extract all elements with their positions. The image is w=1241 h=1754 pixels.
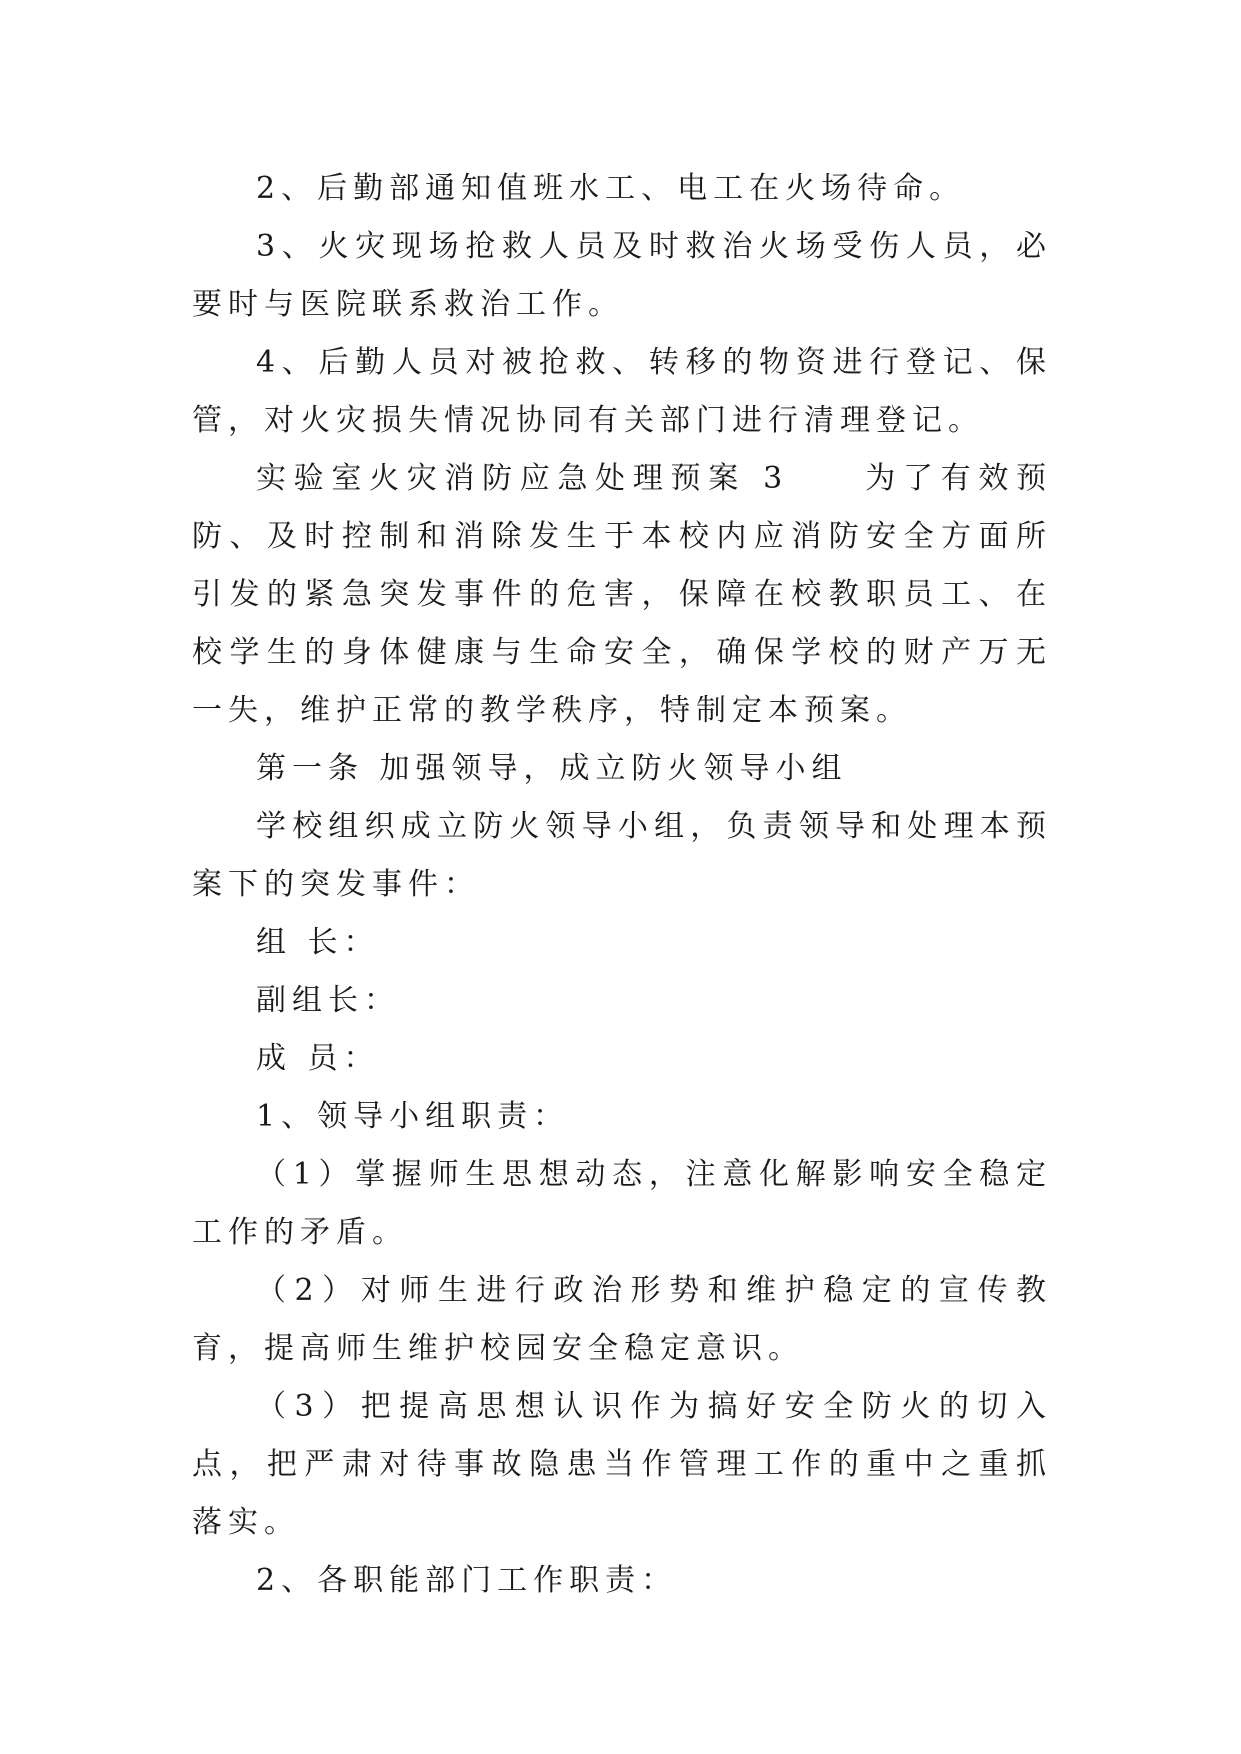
- paragraph-material-registration: 4、后勤人员对被抢救、转移的物资进行登记、保管，对火灾损失情况协同有关部门进行清理登记。: [192, 345, 1052, 438]
- paragraph-department-duties: 2、各职能部门工作职责：: [256, 1563, 678, 1598]
- paragraph-plan-3-intro: 实验室火灾消防应急处理预案 3 为了有效预防、及时控制和消除发生于本校内应消防安全方面所引发的紧急突发事件的危害，保障在校教职员工、在校学生的身体健康与生命安全，确保学校的财产万无一失，维护正常的教学秩序，特制定本预案。: [192, 461, 1052, 728]
- paragraph-article-1-heading: 第一条 加强领导，成立防火领导小组: [256, 751, 848, 786]
- paragraph-rescue-injured: 3、火灾现场抢救人员及时救治火场受伤人员，必要时与医院联系救治工作。: [192, 229, 1052, 322]
- paragraph-group-duties: 1、领导小组职责：: [256, 1099, 570, 1134]
- paragraph-duty-3: （3）把提高思想认识作为搞好安全防火的切入点，把严肃对待事故隐患当作管理工作的重中之重抓落实。: [192, 1389, 1052, 1540]
- paragraph-water-electric-standby: 2、后勤部通知值班水工、电工在火场待命。: [256, 171, 966, 206]
- document-body: [192, 160, 1052, 1610]
- paragraph-duty-2: （2）对师生进行政治形势和维护稳定的宣传教育，提高师生维护校园安全稳定意识。: [192, 1273, 1052, 1366]
- paragraph-group-leader: 组 长：: [256, 925, 380, 960]
- paragraph-leadership-group: 学校组织成立防火领导小组，负责领导和处理本预案下的突发事件：: [192, 809, 1052, 902]
- paragraph-members: 成 员：: [256, 1041, 380, 1076]
- paragraph-deputy-leader: 副组长：: [256, 983, 400, 1018]
- paragraph-duty-1: （1）掌握师生思想动态，注意化解影响安全稳定工作的矛盾。: [192, 1157, 1052, 1250]
